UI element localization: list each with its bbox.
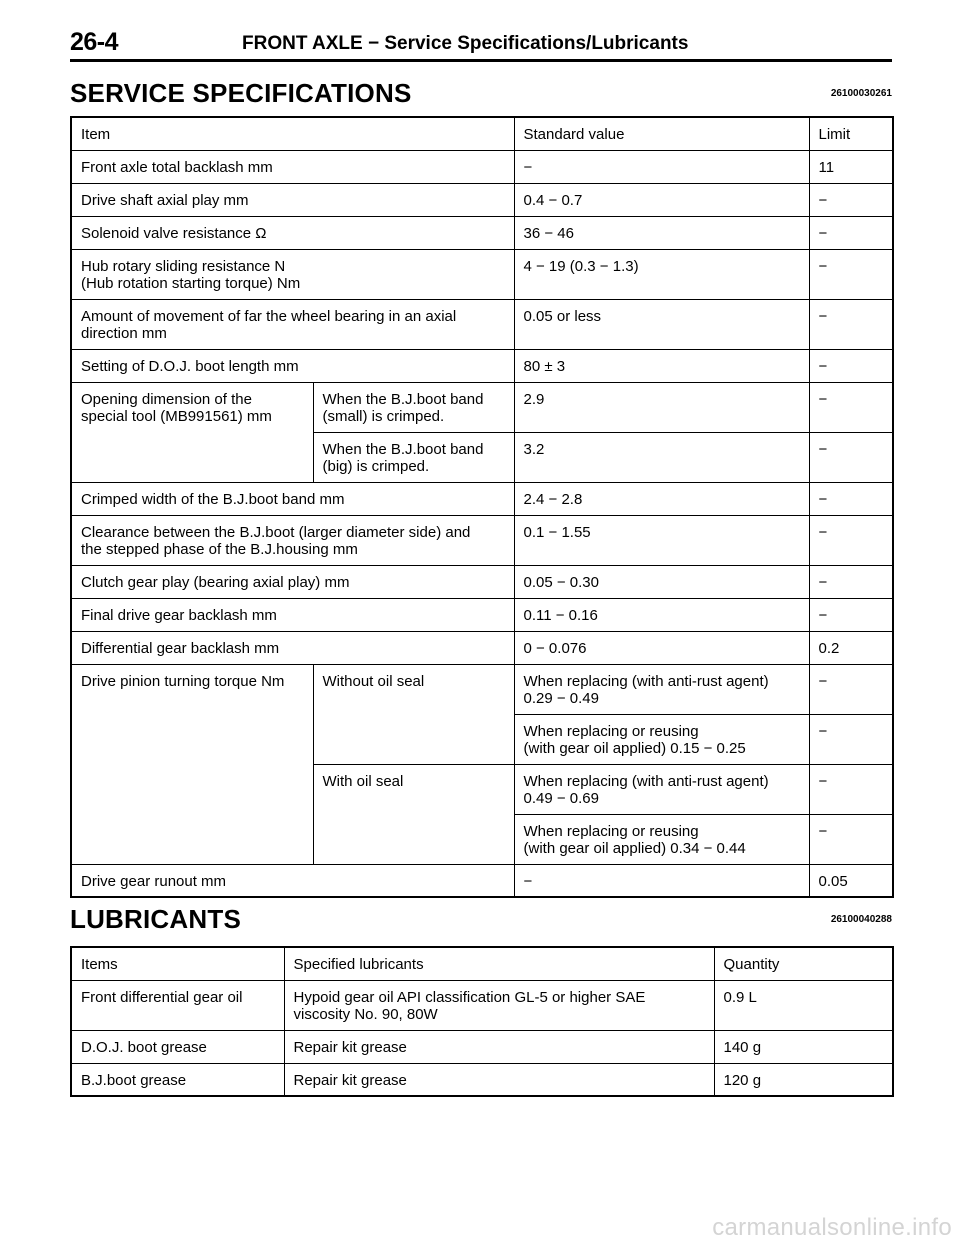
section-code: 26100030261 <box>830 88 892 99</box>
header-cell: Quantity <box>714 947 893 980</box>
header-cell: Items <box>71 947 284 980</box>
limit-cell: 0.2 <box>809 631 893 664</box>
item-cell: Final drive gear backlash mm <box>71 598 514 631</box>
limit-cell: − <box>809 565 893 598</box>
limit-cell: − <box>809 216 893 249</box>
footer <box>0 1212 960 1242</box>
table-row <box>71 598 893 631</box>
sub-item-cell: When the B.J.boot band (big) is crimped. <box>313 432 514 482</box>
table-row <box>71 299 893 349</box>
item-cell: Opening dimension of the special tool (MB991561) mm <box>71 382 313 482</box>
quantity-cell: 120 g <box>714 1063 893 1096</box>
standard-cell: When replacing or reusing (with gear oil applied) 0.34 − 0.44 <box>514 814 809 864</box>
service-specifications-table <box>70 116 894 898</box>
table-row <box>71 216 893 249</box>
table-row <box>71 980 893 1030</box>
standard-cell: 3.2 <box>514 432 809 482</box>
lubricants-table <box>70 946 894 1097</box>
standard-cell: When replacing (with anti-rust agent) 0.29 − 0.49 <box>514 664 809 714</box>
lubricant-cell: Hypoid gear oil API classification GL-5 or higher SAE viscosity No. 90, 80W <box>284 980 714 1030</box>
section-title: LUBRICANTS <box>70 904 241 934</box>
item-cell: Solenoid valve resistance Ω <box>71 216 514 249</box>
standard-cell: 4 − 19 (0.3 − 1.3) <box>514 249 809 299</box>
section-code: 26100040288 <box>830 914 892 925</box>
page-number: 26-4 <box>70 28 119 56</box>
sub-item-cell: When the B.J.boot band (small) is crimped. <box>313 382 514 432</box>
header-cell: Specified lubricants <box>284 947 714 980</box>
item-cell: B.J.boot grease <box>71 1063 284 1096</box>
limit-cell: − <box>809 349 893 382</box>
item-cell: Hub rotary sliding resistance N (Hub rotation starting torque) Nm <box>71 249 514 299</box>
limit-cell: − <box>809 598 893 631</box>
sub-item-cell: Without oil seal <box>313 664 514 764</box>
limit-cell: − <box>809 432 893 482</box>
limit-cell: − <box>809 183 893 216</box>
item-cell: Crimped width of the B.J.boot band mm <box>71 482 514 515</box>
standard-cell: − <box>514 150 809 183</box>
limit-cell: 11 <box>809 150 893 183</box>
item-cell: Front axle total backlash mm <box>71 150 514 183</box>
header-cell: Limit <box>809 117 893 150</box>
table-row <box>71 482 893 515</box>
page-title: FRONT AXLE − Service Specifications/Lubricants <box>242 33 689 54</box>
quantity-cell: 0.9 L <box>714 980 893 1030</box>
standard-cell: 80 ± 3 <box>514 349 809 382</box>
lubricant-cell: Repair kit grease <box>284 1030 714 1063</box>
limit-cell: − <box>809 814 893 864</box>
table-row <box>71 382 893 432</box>
table-row <box>71 631 893 664</box>
table-row <box>71 183 893 216</box>
standard-cell: 0 − 0.076 <box>514 631 809 664</box>
table-row <box>71 664 893 714</box>
standard-cell: 0.1 − 1.55 <box>514 515 809 565</box>
standard-cell: 0.4 − 0.7 <box>514 183 809 216</box>
limit-cell: − <box>809 482 893 515</box>
item-cell: Clutch gear play (bearing axial play) mm <box>71 565 514 598</box>
watermark-link[interactable]: carmanualsonline.info <box>712 1214 952 1241</box>
item-cell: Drive pinion turning torque Nm <box>71 664 313 864</box>
limit-cell: − <box>809 515 893 565</box>
item-cell: Amount of movement of far the wheel bearing in an axial direction mm <box>71 299 514 349</box>
header-cell: Item <box>71 117 514 150</box>
item-cell: Drive shaft axial play mm <box>71 183 514 216</box>
table-row <box>71 349 893 382</box>
item-cell: Setting of D.O.J. boot length mm <box>71 349 514 382</box>
standard-cell: 0.05 − 0.30 <box>514 565 809 598</box>
page-header <box>70 28 892 62</box>
table-row <box>71 249 893 299</box>
header-cell: Standard value <box>514 117 809 150</box>
lubricants-heading <box>70 904 892 938</box>
limit-cell: − <box>809 249 893 299</box>
table-header-row <box>71 117 893 150</box>
limit-cell: − <box>809 382 893 432</box>
standard-cell: 0.05 or less <box>514 299 809 349</box>
item-cell: Front differential gear oil <box>71 980 284 1030</box>
limit-cell: − <box>809 764 893 814</box>
quantity-cell: 140 g <box>714 1030 893 1063</box>
section-title: SERVICE SPECIFICATIONS <box>70 78 412 108</box>
standard-cell: 2.4 − 2.8 <box>514 482 809 515</box>
standard-cell: − <box>514 864 809 897</box>
limit-cell: − <box>809 299 893 349</box>
limit-cell: − <box>809 714 893 764</box>
service-specifications-heading <box>70 78 892 112</box>
item-cell: Differential gear backlash mm <box>71 631 514 664</box>
sub-item-cell: With oil seal <box>313 764 514 864</box>
table-row <box>71 1030 893 1063</box>
item-cell: Clearance between the B.J.boot (larger diameter side) and the stepped phase of the B.J.housing mm <box>71 515 514 565</box>
table-row <box>71 1063 893 1096</box>
standard-cell: When replacing or reusing (with gear oil applied) 0.15 − 0.25 <box>514 714 809 764</box>
standard-cell: When replacing (with anti-rust agent) 0.49 − 0.69 <box>514 764 809 814</box>
lubricant-cell: Repair kit grease <box>284 1063 714 1096</box>
table-row <box>71 864 893 897</box>
limit-cell: − <box>809 664 893 714</box>
standard-cell: 36 − 46 <box>514 216 809 249</box>
table-row <box>71 515 893 565</box>
item-cell: Drive gear runout mm <box>71 864 514 897</box>
item-cell: D.O.J. boot grease <box>71 1030 284 1063</box>
standard-cell: 2.9 <box>514 382 809 432</box>
table-header-row <box>71 947 893 980</box>
table-row <box>71 150 893 183</box>
standard-cell: 0.11 − 0.16 <box>514 598 809 631</box>
limit-cell: 0.05 <box>809 864 893 897</box>
table-row <box>71 565 893 598</box>
